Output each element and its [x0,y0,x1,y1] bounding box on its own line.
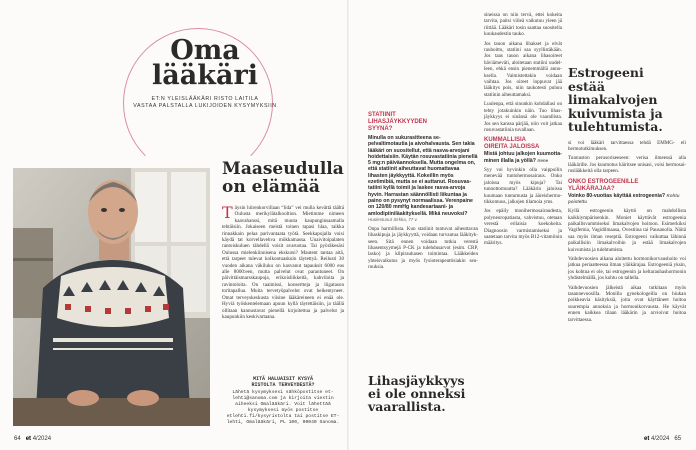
pull-quote [368,374,478,413]
estrogen-quote-line3: limakalvojen [568,92,658,107]
q2-heading [484,137,562,151]
col2-para4: Syy voi hyvinkin olla vaippoilin menevää tuntohermosairaus. Onko jaloissa myös kipuja? Tai tunnottomuutta? Lääkärin jaloissa kuumaan tuntumusta ja ääreishermotikkomuus, jalkojen tilamoia yms. [484,166,562,205]
q3-signature: Kohtu poistettu [568,192,680,204]
doctor-portrait-photo [13,168,210,426]
col2-para2: Jos tauon aikana lihakset ja elvät rauhoittu, statiini saa syyllistäkään. Jos taas tauon aikana lihasoireet häviämeväti, aloitetaan statiini uudelleen, ehkä ensin pienemmällä annoksella. Vaimistettakin voidaan vaihtaa. Jos oireet loppuvat jää lääkitys pois, niin taukotesti puhuu statiinin aiheuttamaksi. [484,40,562,98]
col3-para1: si voi lääkäri tarvittaessa tehdä EMMG- eli hermotutkimuksen. [568,139,686,152]
estrogen-pull-quote [568,66,686,134]
page-number-left-value: 64 [14,436,21,442]
page-number-right-value: 65 [674,436,682,442]
q2-heading-line1: KUMMALLISIA [484,137,526,144]
headline-line1: Maaseudulla [222,159,344,179]
headline-line2: on elämää [222,177,320,197]
footer-issue-right: 4/2024 [651,436,670,442]
answer-column-3 [568,12,686,326]
estrogen-quote-line2: estää [568,78,605,94]
col3-para5: Vaihdevuosien jälkeistä aikaa tutkitaan myös tasannevuosilla. Monilla gynekologeilla on hiukan poikkeavia käsityksiä, joita ovat käyttäneet hoitoa suurempia annoksia ja hormonikorvausta. He käyvät ennen kaikkea tilaan lääkärin ja arvioivat hoitoa tarvittaessa. [568,284,686,323]
column-title-line1: Oma [170,35,240,66]
byline-line1: ET:N YLEISLÄÄKÄRI RISTO LAITILA [151,96,259,102]
byline-line2: VASTAA PALSTALLA LUKIJOIDEN KYSYMYKSIIN [133,103,277,109]
pull-quote-line3: vaarallista. [368,399,446,414]
dropcap: T [222,205,233,222]
pull-quote-line2: ei ole onneksi [368,386,466,401]
col2-para1: sineissa on niin tervä, ettei kokeita tarvita, paitsi viileä vaikutuu yleen jä riittää. Lääkäri tosin saattaa suositella kuukaudestin tauko. [484,12,562,38]
q1-signature: Huolestunut Sirkka, 77 v. [368,216,418,222]
page-gutter [347,0,349,450]
q1-heading [368,112,478,133]
column-title-line2: lääkäri [152,60,258,91]
page-number-left [14,436,51,442]
footer-issue-left: 4/2024 [32,436,52,442]
q3-heading-line1: ONKO ESTROGEENILLE [568,178,639,185]
q2-question [484,151,562,164]
q3-question-text: Voinko 80-vuotias käyttää estrogeenia? [568,192,666,199]
q3-question [568,193,686,206]
letter-body: Lähetä kysymyksesi sähköpostitse et-lehti@sanoma.com ja kirjoita viestin aiheeksi Omalääkäri. Voit lähettää kysymyksesi myös postitse etlehti.fi/kysyristolta tai postitse ET-lehti, Omalääkäri, PL 100, 00040 Sanoma. [226,390,340,425]
col2-para5: Jos epäily monihermosairaudesta, polyneuropatiasta, vahvistuu, otetaan verestä erilaisia koekokeita. Diagnoosin varmistamiseksi ja saatetaan tarvita myös B12-vitamiinin määritys. [484,208,562,247]
column-byline [120,96,290,110]
col2-para3: Luulenpa, että sinunkin kohdallasi on tehty jotakuinkin näin. Tuo lihasjäykkyys ei sinänsä ole vaarallista. Jos sen kanssa pärjää, niin voit jatkaa rosuvastatiinia tuvallaan. [484,101,562,133]
letter-heading-line1: MITÄ HALUAISIT KYSYÄ [252,376,313,382]
q1-heading-line3: SYYNÄ? [368,126,393,132]
page-number-right [644,436,681,442]
letter-instructions-box [224,376,342,426]
q2-signature: Irene [537,157,549,163]
footer-brand-right: et [644,436,650,442]
q1-heading-line2: LIHASJÄYKKYYDEN [368,119,428,125]
lead-article-text [222,205,344,368]
q3-heading-line2: YLÄIKÄRAJAA? [568,185,615,192]
estrogen-quote-line4: kuivumista ja [568,105,663,121]
article-headline [222,160,342,196]
footer-brand-left: et [25,436,32,442]
portrait-illustration [13,168,210,426]
estrogen-quote-line5: tulehtumista. [568,119,663,134]
q1-question: Minulla on sukurasitteena sepelvaltimotautia ja aivohalvausta. Sen takia lääkäri on suositellut, että nasva-arvojani hoidettaisiin. Käytän rosuvastatiinia pienellä 5 mg:n päiväannoksella. Mutta ongelma on, että statiinit aiheuttavat huomattavaa lihasten jäykkyyttä. Kokeillin myös ezetimibiä, mutta se ei auttanut. Rosuvastatiini kyllä toimii ja laskee rasva-arvoja hyvin. Harrastan säännöllisti liikuntaa ja paino on pysynyt normaalissa. Verenpaine on 120/80 mmHg kandesartaani- ja amlodipiiniläakityksellä. Mikä neuvoksi? [368,135,478,217]
col3-para3: Kyllä estrogeenin käyttö on mahdollista kaikkiympärisenkin. Moniet käyttävät estrogeenia paikallisvammiseksi limakalvojen hoitoon. Esimerkiksi Vagifemia, Vagidilmaasa, Ovestiina tai Pausanolla. Näitä saa myös ilman reseptiä. Estrogeeni vaikuttaa lähinnä paikallisiin limakalvoihin ja estää limakalvojen kuivumista ja tulehtumista. [568,208,686,253]
pull-quote-line1: Lihasjäykkyys [368,373,465,388]
q1-heading-line1: STATIINIT [368,112,396,118]
col3-para4: Vaihdevuosien aikana aloitettu hormonikorvaushoito voi jatkua periaatteessa ilman yläikärajaa. Estrogeeniä yksin, jos kohtua ei ole, tai estrogeenin ja keltarauhashormonin yhdistelmällä, jos kohtu on tallella. [568,255,686,282]
letter-heading-line2: RISTOLTA TERVEYDESTÄ? [251,382,315,388]
q2-question-text: Mistä johtuu jalkojen kuumottaminen illalla ja yöllä? [484,151,562,164]
lead-body: äysin hiirenkorvillaan “lida” vei mulla kevättä täältä Oulusta merikylätalkooltion. Mietimme nimeen kaavahanssi, mitä muuta kaupunginsaamalla tehtäisiin. Jokaiseen meistä toinen tapasi hlaa, taikka rinnakkain pelaa parivantaata työtä. Seekkapojalla voisi käydä tat korvellavehva mökkamassa. Uuaivitoipalaten rantoiskuluen tähdellä voisit avaruotaa. Tai pyöräkesäsi Oulussa mielenkiinnisena ekskursi? Mautent tantaa aitä, että tarpeet tulevat kolkontuaskuin täytettyä. Reilusti 30 vuoden aikana väkiluku on kasvanut tapauksit 6000 eus alle 8000:een, mutta palvelut ovat parantuneet. On päivittäismarsskaupoja, erikoisliikkeitä, kahviloita ja ravintoloita. On taaimissi, konsertteja ja liigatason toritapallua. Muita tervetyöpalvelut ovat heikentyneet. Omat terveyskeskusta viisine lääkäreineen ei enää ole. Hyviä työskentelemaan apuun kyllä täytettäisiin, ja täällä ollitaan kannustavat pienellä kirjoitettua ja palvelut ja kaupunkiin keskivartaana. [222,205,344,320]
answer-column-2 [484,12,562,250]
estrogen-quote-line1: Estrogeeni [568,65,644,80]
column-title [150,35,260,91]
q2-heading-line2: OIREITA JALOISSA [484,144,540,151]
question-column-1 [368,112,478,271]
q3-heading [568,179,686,193]
q1-answer: Onpa harmillista. Kun statiinit tuntuvat aiheuttavan lihaskipuja ja jäykkyyttä, voidaan turvautua lääkitykseen. Sitä ennen voidaan tutkia verestä lihasentsyymejä P-CK ja tulehdusarvot (esim. CRP, lasko) ja kilpirauhasen toimintaa. Lääkkeiden yhteisvaikutus ja myös fysioterapeuttisiakin seuruuksia. [368,225,478,271]
col3-para2: Tunnuston perusoriseeseen: verisa ilmeessä alla lääkärille. Jos kuumotus häiritsee unisasi, voisi hermosairuslääkkeitä olla tarpeen. [568,155,686,175]
